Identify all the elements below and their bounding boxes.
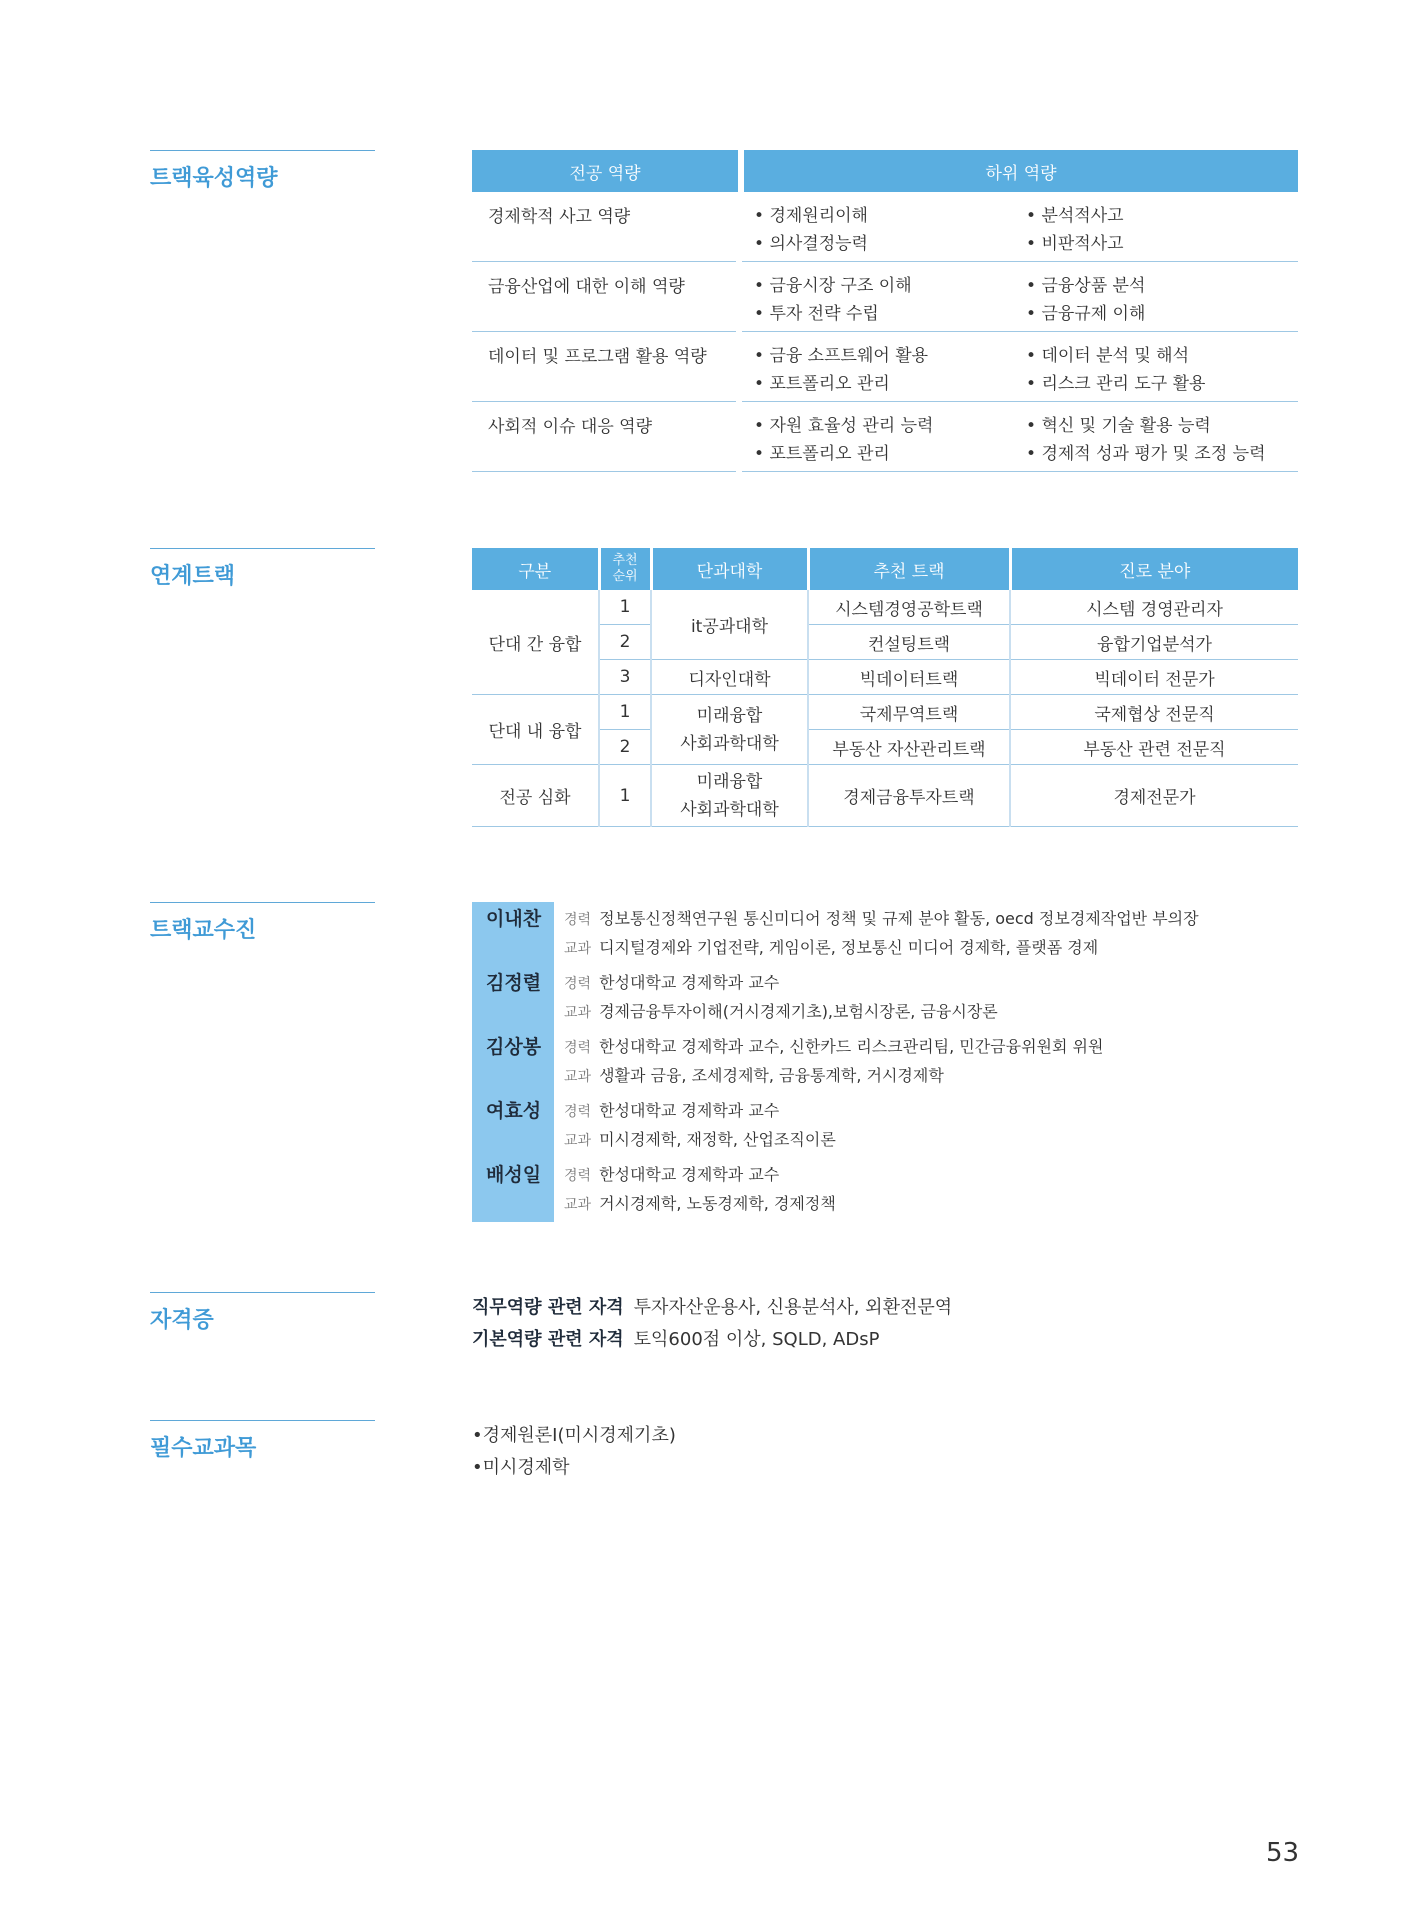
faculty-name: 김정렬 (486, 972, 542, 994)
sub-item: • 경제원리이해 (754, 202, 1026, 230)
table-row (472, 192, 1298, 262)
career-cell: 융합기업분석가 (1010, 625, 1298, 660)
required-course-list (472, 1420, 676, 1484)
sub-item: • 경제적 성과 평가 및 조정 능력 (1026, 440, 1298, 468)
section-label-faculty: 트랙교수진 (150, 902, 375, 944)
cert-job-value: 투자자산운용사, 신용분석사, 외환전문역 (633, 1297, 953, 1318)
section-label-certs: 자격증 (150, 1292, 375, 1334)
faculty-courses: 거시경제학, 노동경제학, 경제정책 (599, 1194, 836, 1213)
sub-item: • 금융상품 분석 (1026, 272, 1298, 300)
cert-job-label: 직무역량 관련 자격 (472, 1297, 624, 1318)
faculty-item (472, 902, 1312, 966)
cert-basic-value: 토익600점 이상, SQLD, ADsP (633, 1329, 880, 1350)
major-cell: 경제학적 사고 역량 (472, 192, 736, 262)
sub-item: • 포트폴리오 관리 (754, 440, 1026, 468)
rank-cell: 1 (599, 765, 651, 827)
faculty-item (472, 1030, 1312, 1094)
major-cell: 금융산업에 대한 이해 역량 (472, 262, 736, 332)
faculty-item (472, 1158, 1312, 1222)
career-tag: 경력 (564, 976, 592, 992)
track-cell: 부동산 자산관리트랙 (808, 730, 1010, 765)
faculty-courses: 생활과 금융, 조세경제학, 금융통계학, 거시경제학 (599, 1066, 944, 1085)
sub-item: • 비판적사고 (1026, 230, 1298, 258)
rank-cell: 3 (599, 660, 651, 695)
group-cell: 단대 내 융합 (472, 695, 599, 765)
faculty-career: 정보통신정책연구원 통신미디어 정책 및 규제 분야 활동, oecd 정보경제작업반 부의장 (599, 909, 1199, 928)
faculty-courses: 디지털경제와 기업전략, 게임이론, 정보통신 미디어 경제학, 플랫폼 경제 (599, 938, 1099, 957)
course-tag: 교과 (564, 1133, 592, 1149)
sub-item: • 혁신 및 기술 활용 능력 (1026, 412, 1298, 440)
track-cell: 경제금융투자트랙 (808, 765, 1010, 827)
sub-item: • 자원 효율성 관리 능력 (754, 412, 1026, 440)
header-sub: 하위 역량 (744, 150, 1298, 192)
rank-cell: 1 (599, 695, 651, 730)
faculty-item (472, 1094, 1312, 1158)
sub-item: • 리스크 관리 도구 활용 (1026, 370, 1298, 398)
header-rank: 추천 순위 (599, 548, 651, 590)
faculty-career: 한성대학교 경제학과 교수 (599, 1101, 780, 1120)
faculty-name: 여효성 (486, 1100, 542, 1122)
faculty-name: 이내찬 (486, 908, 542, 930)
college-cell: 미래융합 사회과학대학 (651, 765, 808, 827)
faculty-item (472, 966, 1312, 1030)
competency-table (472, 150, 1298, 472)
table-row (472, 765, 1298, 827)
college-cell: 디자인대학 (651, 660, 808, 695)
section-label-required: 필수교과목 (150, 1420, 375, 1462)
table-row (472, 332, 1298, 402)
list-item: •미시경제학 (472, 1457, 570, 1478)
table-row (472, 590, 1298, 625)
cert-basic-label: 기본역량 관련 자격 (472, 1329, 624, 1350)
career-cell: 시스템 경영관리자 (1010, 590, 1298, 625)
major-cell: 데이터 및 프로그램 활용 역량 (472, 332, 736, 402)
faculty-career: 한성대학교 경제학과 교수 (599, 1165, 780, 1184)
sub-item: • 금융시장 구조 이해 (754, 272, 1026, 300)
career-tag: 경력 (564, 1168, 592, 1184)
header-track: 추천 트랙 (808, 548, 1010, 590)
course-tag: 교과 (564, 1069, 592, 1085)
career-tag: 경력 (564, 1040, 592, 1056)
section-label-linked: 연계트랙 (150, 548, 375, 590)
page-number: 53 (1266, 1838, 1300, 1868)
group-cell: 전공 심화 (472, 765, 599, 827)
career-cell: 빅데이터 전문가 (1010, 660, 1298, 695)
section-label-competency: 트랙육성역량 (150, 150, 375, 192)
faculty-name: 김상봉 (486, 1036, 542, 1058)
header-major: 전공 역량 (472, 150, 738, 192)
track-cell: 국제무역트랙 (808, 695, 1010, 730)
faculty-courses: 경제금융투자이해(거시경제기초),보험시장론, 금융시장론 (599, 1002, 998, 1021)
sub-item: • 포트폴리오 관리 (754, 370, 1026, 398)
track-cell: 컨설팅트랙 (808, 625, 1010, 660)
career-cell: 부동산 관련 전문직 (1010, 730, 1298, 765)
career-cell: 국제협상 전문직 (1010, 695, 1298, 730)
career-cell: 경제전문가 (1010, 765, 1298, 827)
table-row (472, 262, 1298, 332)
table-row (472, 402, 1298, 472)
track-cell: 시스템경영공학트랙 (808, 590, 1010, 625)
faculty-career: 한성대학교 경제학과 교수, 신한카드 리스크관리팀, 민간금융위원회 위원 (599, 1037, 1104, 1056)
header-college: 단과대학 (651, 548, 808, 590)
college-cell: 미래융합 사회과학대학 (651, 695, 808, 765)
sub-item: • 의사결정능력 (754, 230, 1026, 258)
group-cell: 단대 간 융합 (472, 590, 599, 695)
table-row (472, 695, 1298, 730)
cert-list (472, 1292, 952, 1356)
course-tag: 교과 (564, 941, 592, 957)
major-cell: 사회적 이슈 대응 역량 (472, 402, 736, 472)
faculty-name: 배성일 (486, 1164, 542, 1186)
sub-item: • 금융 소프트웨어 활용 (754, 342, 1026, 370)
header-category: 구분 (472, 548, 599, 590)
rank-cell: 2 (599, 625, 651, 660)
rank-cell: 1 (599, 590, 651, 625)
career-tag: 경력 (564, 1104, 592, 1120)
course-tag: 교과 (564, 1197, 592, 1213)
sub-item: • 투자 전략 수립 (754, 300, 1026, 328)
track-cell: 빅데이터트랙 (808, 660, 1010, 695)
sub-item: • 데이터 분석 및 해석 (1026, 342, 1298, 370)
faculty-list (472, 902, 1312, 1222)
faculty-courses: 미시경제학, 재정학, 산업조직이론 (599, 1130, 836, 1149)
rank-cell: 2 (599, 730, 651, 765)
course-tag: 교과 (564, 1005, 592, 1021)
header-career: 진로 분야 (1010, 548, 1298, 590)
faculty-career: 한성대학교 경제학과 교수 (599, 973, 780, 992)
sub-item: • 분석적사고 (1026, 202, 1298, 230)
sub-item: • 금융규제 이해 (1026, 300, 1298, 328)
list-item: •경제원론Ⅰ(미시경제기초) (472, 1425, 676, 1446)
career-tag: 경력 (564, 912, 592, 928)
college-cell: it공과대학 (651, 590, 808, 660)
linked-track-table (472, 548, 1298, 827)
